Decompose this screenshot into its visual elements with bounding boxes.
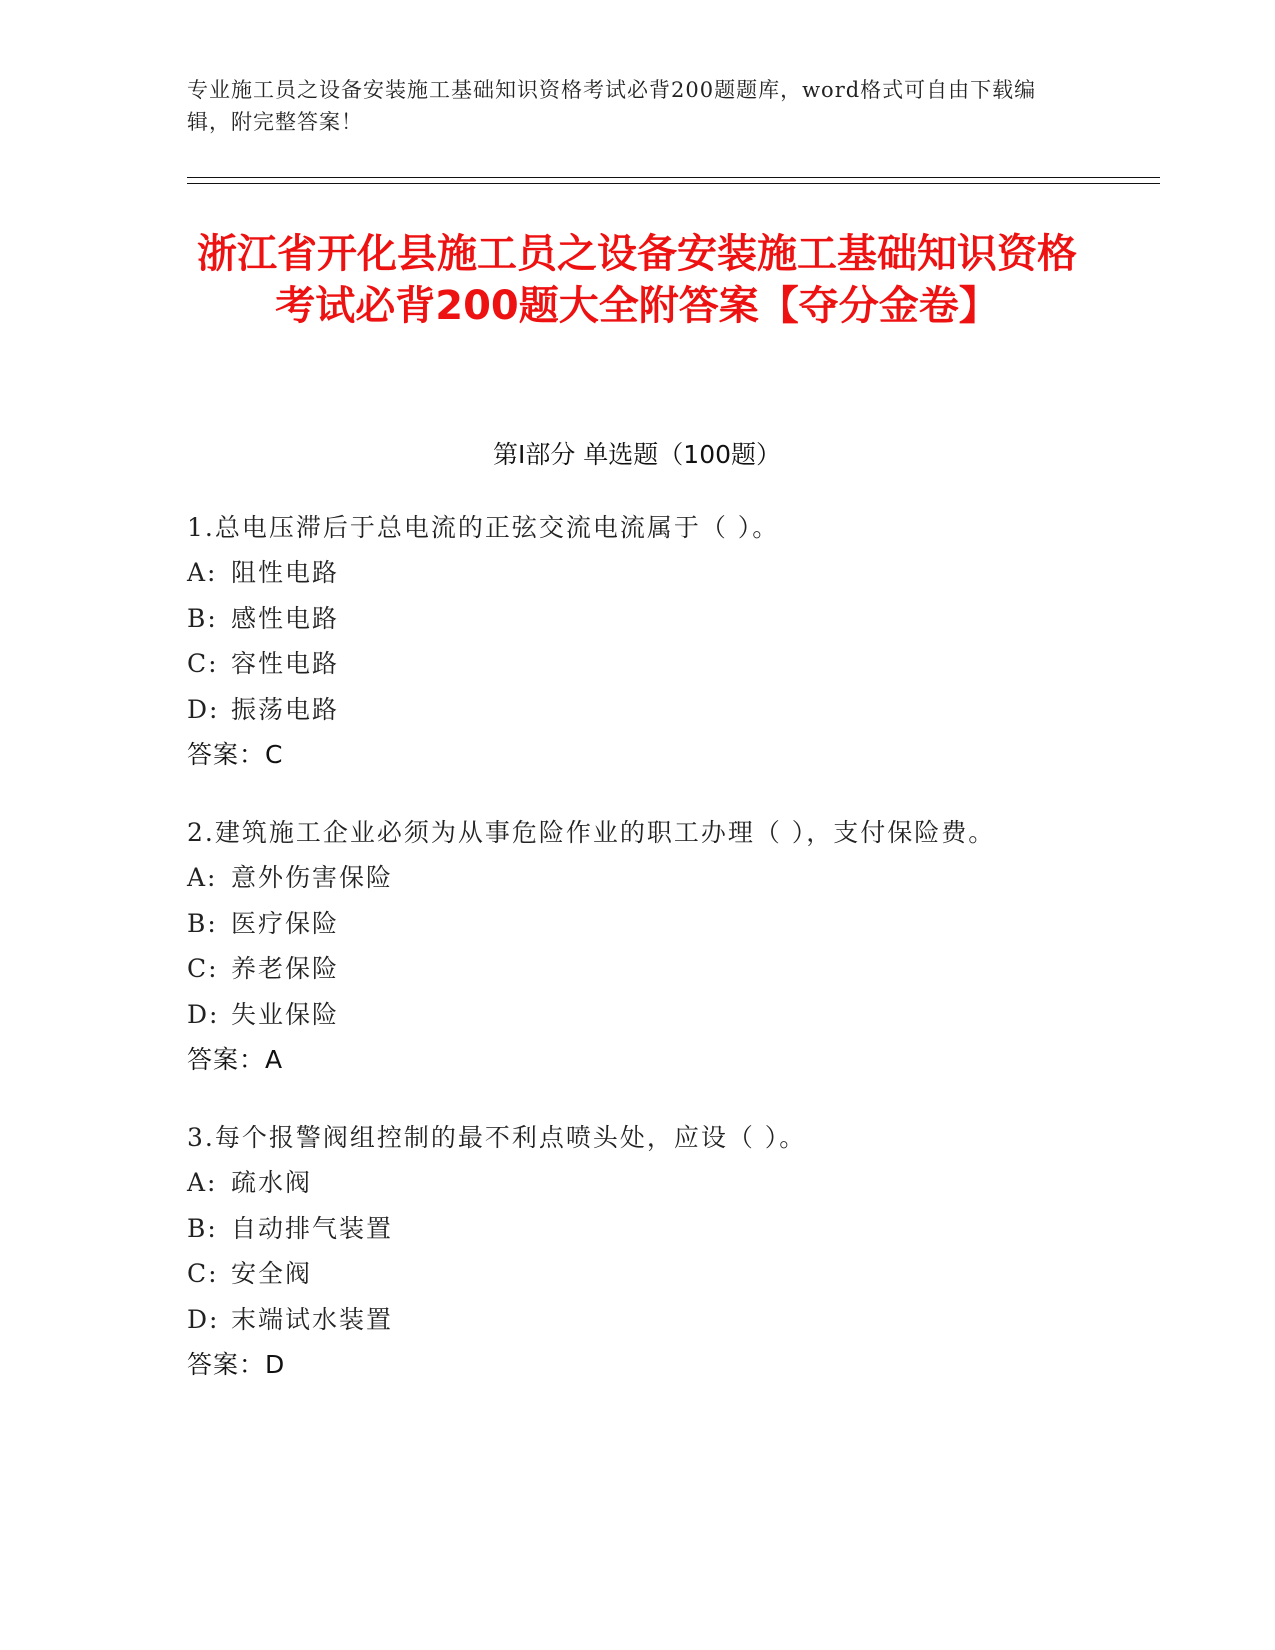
option-letter: D: [187, 694, 220, 724]
option-text: 失业保险 [231, 999, 340, 1029]
option-letter: A: [187, 558, 218, 587]
question-3 [187, 1116, 1107, 1388]
question-stem: 3.每个报警阀组控制的最不利点喷头处，应设（ ）。 [187, 1123, 807, 1152]
question-stem: 1.总电压滞后于总电流的正弦交流电流属于（ ）。 [187, 513, 780, 542]
option-text: 医疗保险 [231, 908, 340, 938]
option-text: 意外伤害保险 [231, 863, 394, 892]
option-text: 养老保险 [231, 954, 340, 983]
option-d [187, 993, 1107, 1039]
header-divider-bottom [187, 183, 1160, 184]
option-a [187, 856, 1107, 902]
answer: 答案：C [187, 740, 284, 769]
option-text: 自动排气装置 [231, 1213, 394, 1243]
option-c [187, 947, 1107, 993]
question-2 [187, 811, 1107, 1083]
option-letter: C: [187, 954, 219, 983]
section-heading: 第Ⅰ部分 单选题（100题） [492, 440, 782, 469]
option-letter: C: [187, 1259, 219, 1288]
option-text: 末端试水装置 [231, 1304, 394, 1334]
option-letter: B: [187, 908, 218, 938]
option-b [187, 1207, 1107, 1253]
answer: 答案：D [187, 1350, 286, 1379]
option-letter: D: [187, 1304, 220, 1334]
option-a [187, 1161, 1107, 1207]
option-letter: A: [187, 863, 218, 892]
question-1 [187, 506, 1107, 778]
option-c [187, 1252, 1107, 1298]
option-c [187, 642, 1107, 688]
option-letter: A: [187, 1168, 218, 1197]
question-stem: 2.建筑施工企业必须为从事危险作业的职工办理（ ），支付保险费。 [187, 818, 996, 847]
option-d [187, 1298, 1107, 1344]
option-d [187, 688, 1107, 734]
header-note: 专业施工员之设备安装施工基础知识资格考试必背200题题库，word格式可自由下载编辑，附完整答案！ [187, 78, 1037, 134]
option-text: 感性电路 [231, 603, 340, 633]
option-text: 安全阀 [231, 1259, 313, 1288]
option-letter: D: [187, 999, 220, 1029]
option-b [187, 902, 1107, 948]
option-text: 疏水阀 [231, 1168, 313, 1197]
option-letter: C: [187, 649, 219, 678]
header-divider-top [187, 177, 1160, 178]
answer: 答案：A [187, 1045, 284, 1074]
option-text: 容性电路 [231, 649, 340, 678]
document-title: 浙江省开化县施工员之设备安装施工基础知识资格考试必背200题大全附答案【夺分金卷】 [197, 231, 1077, 329]
option-text: 振荡电路 [231, 694, 340, 724]
option-text: 阻性电路 [231, 558, 340, 587]
option-letter: B: [187, 603, 218, 633]
option-b [187, 597, 1107, 643]
option-a [187, 551, 1107, 597]
option-letter: B: [187, 1213, 218, 1243]
